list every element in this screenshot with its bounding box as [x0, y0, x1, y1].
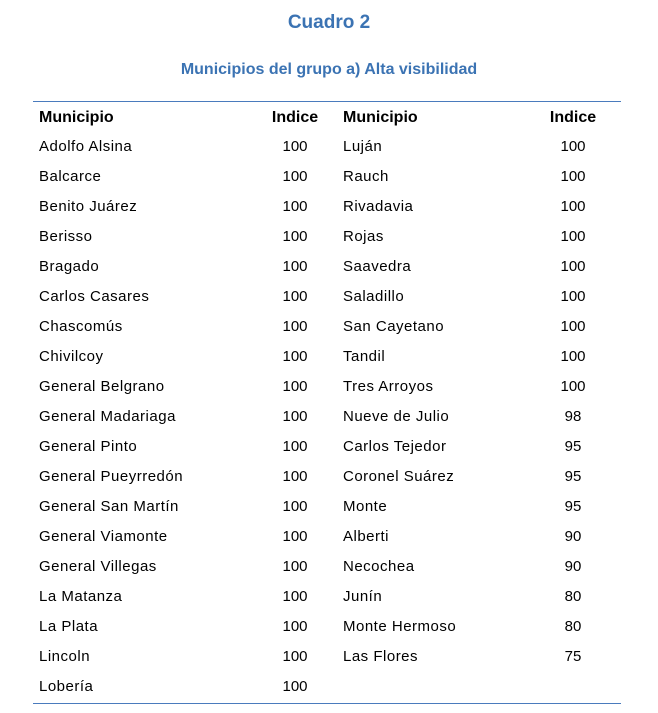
municipio-name: General Viamonte [39, 528, 168, 545]
table-row [39, 222, 339, 252]
municipio-name: La Plata [39, 618, 99, 635]
indice-value: 80 [564, 588, 582, 605]
table-row [39, 342, 339, 372]
table-row [39, 582, 339, 612]
table-row [343, 612, 643, 642]
municipio-name: Adolfo Alsina [39, 138, 133, 155]
indice-value: 95 [564, 498, 582, 515]
municipio-name: Saladillo [343, 288, 405, 305]
table-row [343, 132, 643, 162]
indice-value: 75 [564, 648, 582, 665]
municipio-name: General Pinto [39, 438, 138, 455]
header-municipio: Municipio [39, 109, 114, 126]
table-row [39, 462, 339, 492]
municipio-name: Monte Hermoso [343, 618, 457, 635]
indice-value: 100 [282, 258, 308, 275]
municipio-name: Balcarce [39, 168, 102, 185]
indice-value: 100 [560, 258, 586, 275]
indice-value: 100 [560, 348, 586, 365]
municipio-name: Tres Arroyos [343, 378, 434, 395]
municipio-name: Las Flores [343, 648, 419, 665]
table-row [39, 492, 339, 522]
indice-value: 100 [282, 318, 308, 335]
table-row [343, 552, 643, 582]
header-indice: Indice [271, 109, 319, 126]
header-indice: Indice [549, 109, 597, 126]
municipio-name: Benito Juárez [39, 198, 138, 215]
municipio-name: Luján [343, 138, 383, 155]
table-row [343, 282, 643, 312]
municipio-name: Bragado [39, 258, 100, 275]
table-row [39, 132, 339, 162]
indice-value: 98 [564, 408, 582, 425]
municipio-name: Lincoln [39, 648, 91, 665]
municipio-name: General Belgrano [39, 378, 165, 395]
table-row [39, 432, 339, 462]
indice-value: 90 [564, 558, 582, 575]
municipio-name: Carlos Casares [39, 288, 150, 305]
table-row [39, 522, 339, 552]
table-left-column [39, 104, 339, 702]
indice-value: 100 [282, 228, 308, 245]
indice-value: 100 [282, 288, 308, 305]
table-row [343, 402, 643, 432]
indice-value: 100 [282, 528, 308, 545]
municipio-name: Nueve de Julio [343, 408, 450, 425]
municipio-name: Monte [343, 498, 388, 515]
indice-value: 100 [560, 168, 586, 185]
indice-value: 100 [282, 138, 308, 155]
table-row [343, 492, 643, 522]
indice-value: 100 [282, 198, 308, 215]
indice-value: 100 [282, 498, 308, 515]
municipio-name: Rivadavia [343, 198, 414, 215]
municipio-name: San Cayetano [343, 318, 445, 335]
table-row [343, 432, 643, 462]
table-row [39, 312, 339, 342]
table-header-row [39, 104, 339, 132]
municipio-name: Necochea [343, 558, 415, 575]
table-row [343, 342, 643, 372]
indice-value: 100 [282, 588, 308, 605]
municipio-name: Lobería [39, 678, 94, 695]
municipio-name: Chascomús [39, 318, 123, 335]
table-row [39, 612, 339, 642]
table-row [343, 252, 643, 282]
municipio-name: Rauch [343, 168, 389, 185]
municipio-name: Berisso [39, 228, 93, 245]
indice-value: 95 [564, 438, 582, 455]
table-row [39, 642, 339, 672]
municipio-name: General Villegas [39, 558, 157, 575]
table-subtitle: Municipios del grupo a) Alta visibilidad [180, 61, 478, 78]
table-row [343, 312, 643, 342]
table-row [343, 522, 643, 552]
municipio-name: Rojas [343, 228, 384, 245]
indice-value: 100 [282, 408, 308, 425]
indice-value: 100 [282, 558, 308, 575]
table-row [39, 162, 339, 192]
municipio-name: Tandil [343, 348, 386, 365]
municipio-name: Coronel Suárez [343, 468, 455, 485]
table-row [39, 402, 339, 432]
municipio-name: Carlos Tejedor [343, 438, 447, 455]
table-row [343, 582, 643, 612]
municipio-name: Junín [343, 588, 383, 605]
table-row [343, 192, 643, 222]
right-table-body [343, 132, 643, 672]
indice-value: 100 [560, 288, 586, 305]
table-row [39, 552, 339, 582]
table-row [39, 282, 339, 312]
indice-value: 80 [564, 618, 582, 635]
table-header-row [343, 104, 643, 132]
indice-value: 100 [560, 228, 586, 245]
table-row [39, 192, 339, 222]
indice-value: 100 [560, 138, 586, 155]
indice-value: 90 [564, 528, 582, 545]
indice-value: 100 [282, 378, 308, 395]
indice-value: 100 [282, 438, 308, 455]
indice-value: 100 [282, 678, 308, 695]
indice-value: 100 [282, 648, 308, 665]
municipio-name: Saavedra [343, 258, 412, 275]
table-row [343, 462, 643, 492]
table-bottom-rule [33, 703, 621, 704]
table-top-rule [33, 101, 621, 102]
table-row [343, 222, 643, 252]
left-table-body [39, 132, 339, 702]
indice-value: 100 [282, 168, 308, 185]
indice-value: 100 [560, 198, 586, 215]
municipio-name: General Madariaga [39, 408, 176, 425]
municipio-name: Alberti [343, 528, 390, 545]
table-row [343, 642, 643, 672]
indice-value: 100 [282, 618, 308, 635]
municipio-name: General San Martín [39, 498, 179, 515]
municipio-name: General Pueyrredón [39, 468, 184, 485]
indice-value: 100 [560, 318, 586, 335]
table-title: Cuadro 2 [287, 12, 371, 33]
municipio-name: Chivilcoy [39, 348, 104, 365]
header-municipio: Municipio [343, 109, 418, 126]
indice-value: 100 [282, 348, 308, 365]
indice-value: 100 [560, 378, 586, 395]
table-row [343, 162, 643, 192]
indice-value: 95 [564, 468, 582, 485]
table-right-column [343, 104, 643, 672]
municipio-name: La Matanza [39, 588, 123, 605]
table-row [39, 672, 339, 702]
table-row [39, 252, 339, 282]
table-row [343, 372, 643, 402]
indice-value: 100 [282, 468, 308, 485]
table-row [39, 372, 339, 402]
